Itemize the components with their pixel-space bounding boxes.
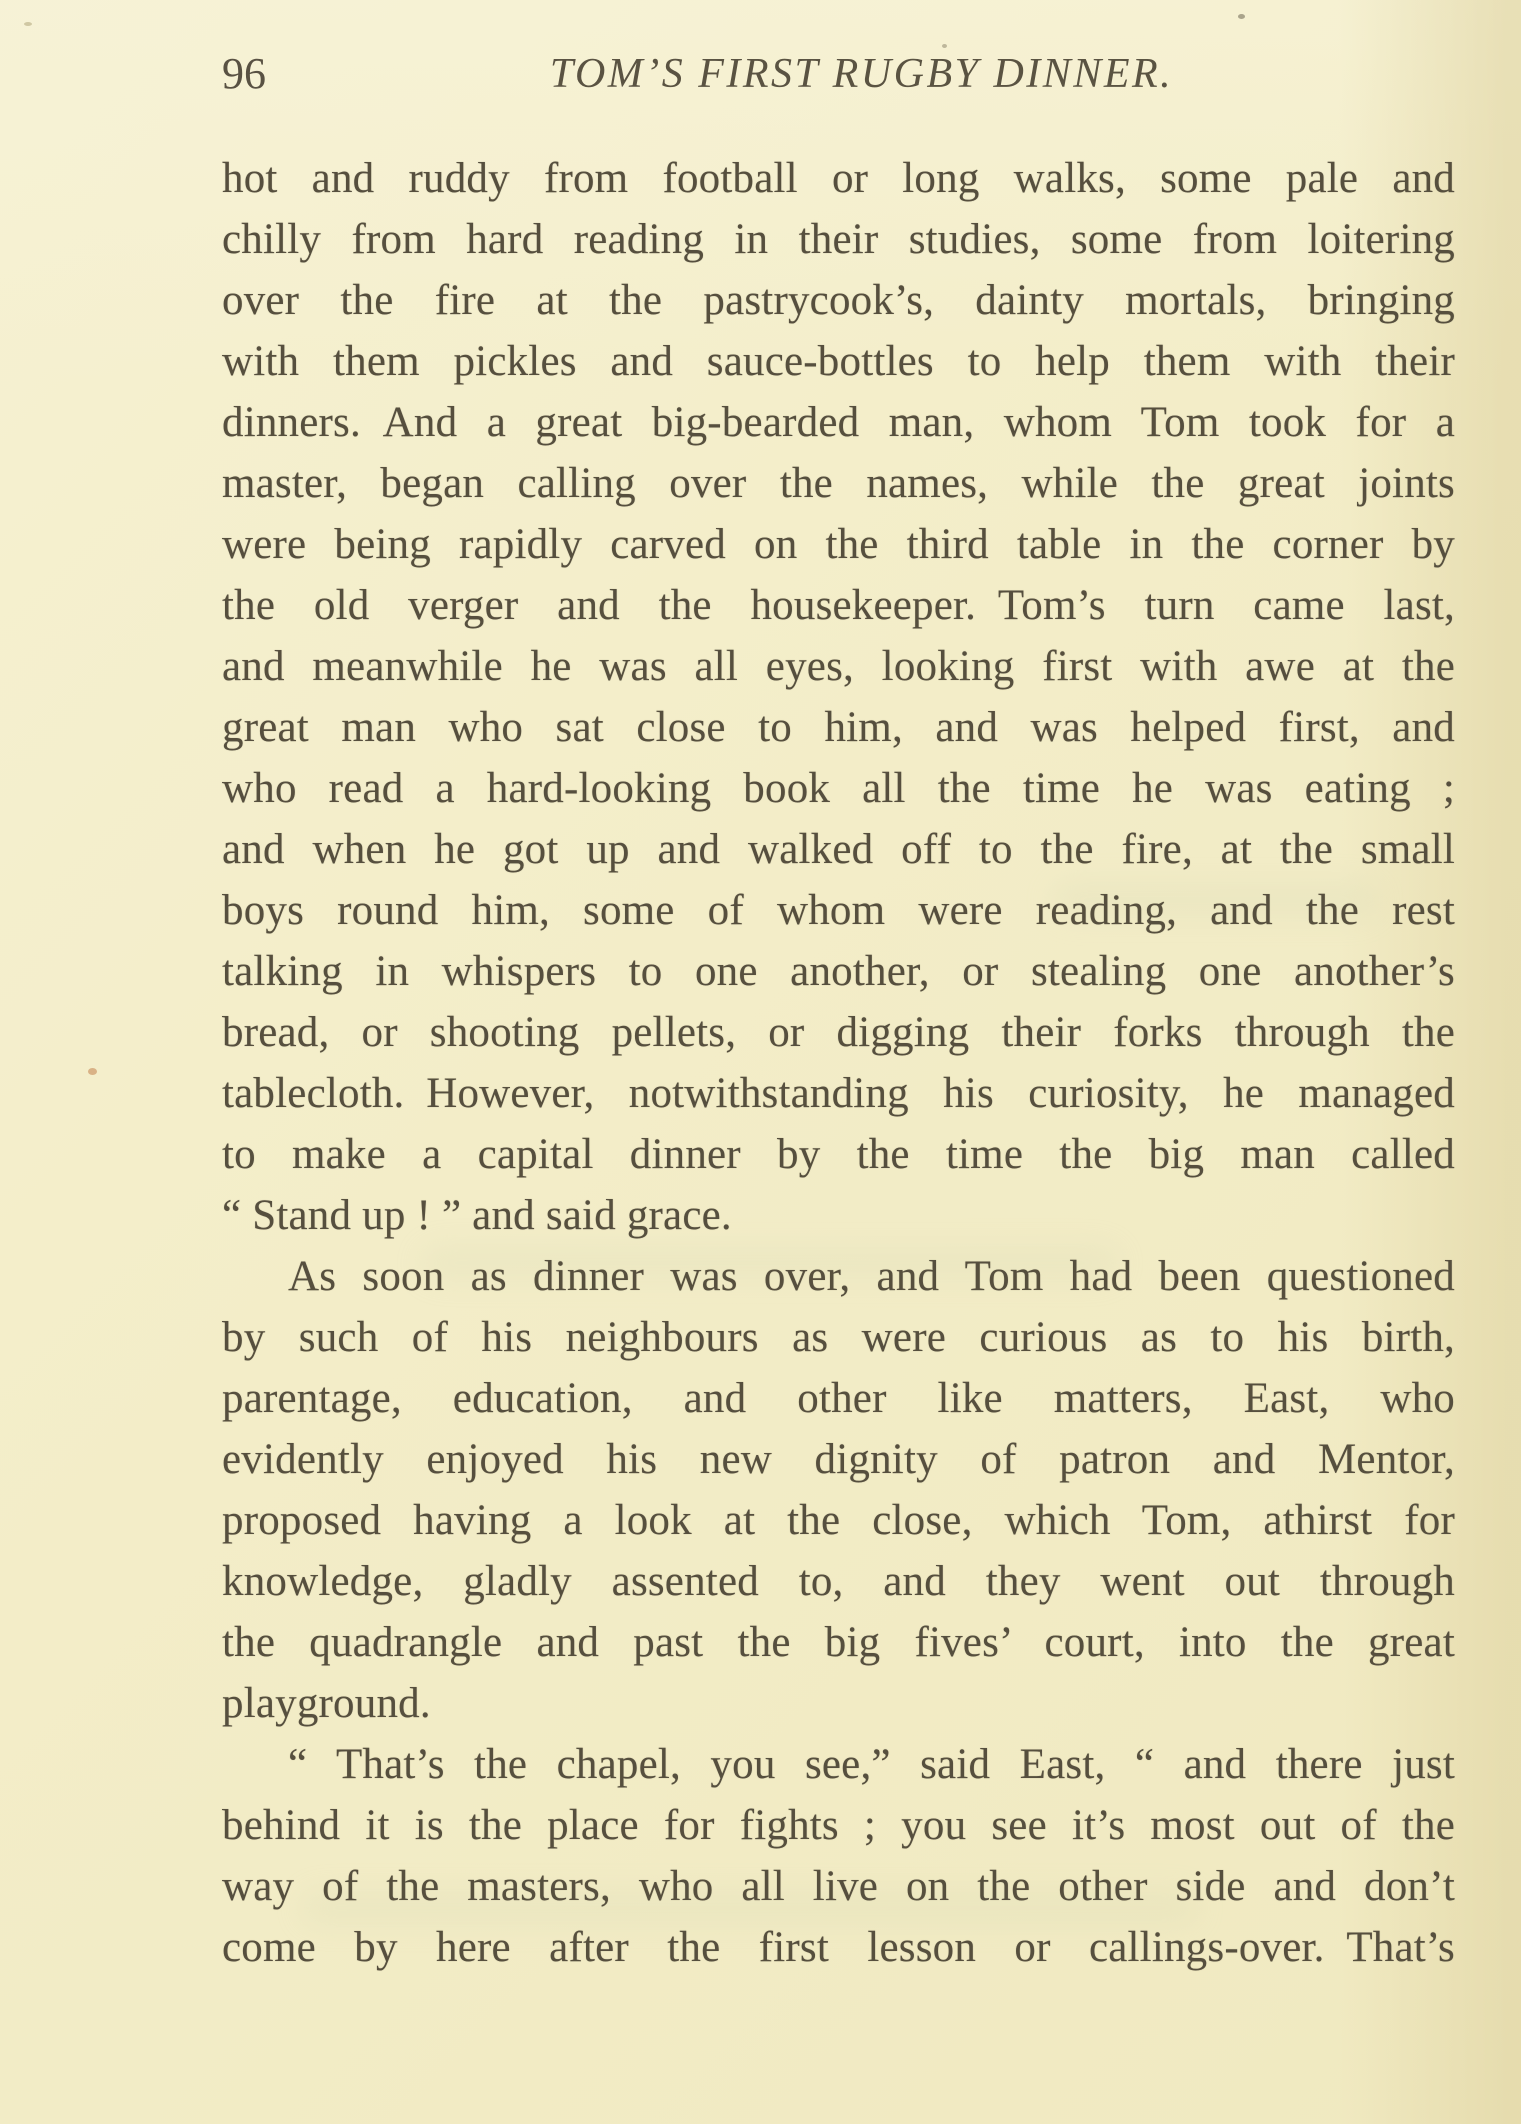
text-line: over the fire at the pastrycook’s, dainty mortals, bringing xyxy=(222,277,1455,324)
text-line: tablecloth. However, notwithstanding his curiosity, he managed xyxy=(222,1070,1455,1117)
text-line: behind it is the place for fights ; you see it’s most out of the xyxy=(222,1802,1455,1849)
text-line: “ That’s the chapel, you see,” said East, “ and there just xyxy=(288,1741,1455,1788)
paper-speck xyxy=(942,44,947,48)
paper-speck xyxy=(88,1068,97,1075)
text-line: bread, or shooting pellets, or digging their forks through the xyxy=(222,1009,1455,1056)
text-line: parentage, education, and other like matters, East, who xyxy=(222,1375,1455,1422)
page-text xyxy=(222,148,1455,1978)
text-line: “ Stand up ! ” and said grace. xyxy=(222,1192,732,1239)
text-line: evidently enjoyed his new dignity of patron and Mentor, xyxy=(222,1436,1455,1483)
text-line: proposed having a look at the close, which Tom, athirst for xyxy=(222,1497,1455,1544)
text-line: to make a capital dinner by the time the big man called xyxy=(222,1131,1455,1178)
running-title: TOM’S FIRST RUGBY DINNER. xyxy=(549,51,1174,97)
text-line: and when he got up and walked off to the fire, at the small xyxy=(222,826,1455,873)
text-line: chilly from hard reading in their studies, some from loitering xyxy=(222,216,1455,263)
text-line: way of the masters, who all live on the other side and don’t xyxy=(222,1863,1455,1910)
text-line: and meanwhile he was all eyes, looking first with awe at the xyxy=(222,643,1455,690)
text-line: the old verger and the housekeeper. Tom’s turn came last, xyxy=(222,582,1455,629)
text-line: come by here after the first lesson or callings-over. That’s xyxy=(222,1924,1455,1971)
page-number: 96 xyxy=(222,49,266,98)
paper-speck xyxy=(24,22,32,26)
text-line: with them pickles and sauce-bottles to help them with their xyxy=(222,338,1455,385)
text-line: the quadrangle and past the big fives’ court, into the great xyxy=(222,1619,1455,1666)
paper-speck xyxy=(1238,14,1245,19)
text-line: talking in whispers to one another, or stealing one another’s xyxy=(222,948,1455,995)
text-line: hot and ruddy from football or long walks, some pale and xyxy=(222,155,1455,202)
text-line: As soon as dinner was over, and Tom had been questioned xyxy=(288,1253,1455,1300)
text-line: master, began calling over the names, while the great joints xyxy=(222,460,1455,507)
text-line: dinners. And a great big-bearded man, whom Tom took for a xyxy=(222,399,1455,446)
text-line: playground. xyxy=(222,1680,431,1727)
text-line: were being rapidly carved on the third table in the corner by xyxy=(222,521,1455,568)
text-line: by such of his neighbours as were curious as to his birth, xyxy=(222,1314,1455,1361)
text-line: boys round him, some of whom were reading, and the rest xyxy=(222,887,1455,934)
text-line: knowledge, gladly assented to, and they went out through xyxy=(222,1558,1455,1605)
text-line: who read a hard-looking book all the time he was eating ; xyxy=(222,765,1455,812)
text-line: great man who sat close to him, and was helped first, and xyxy=(222,704,1455,751)
